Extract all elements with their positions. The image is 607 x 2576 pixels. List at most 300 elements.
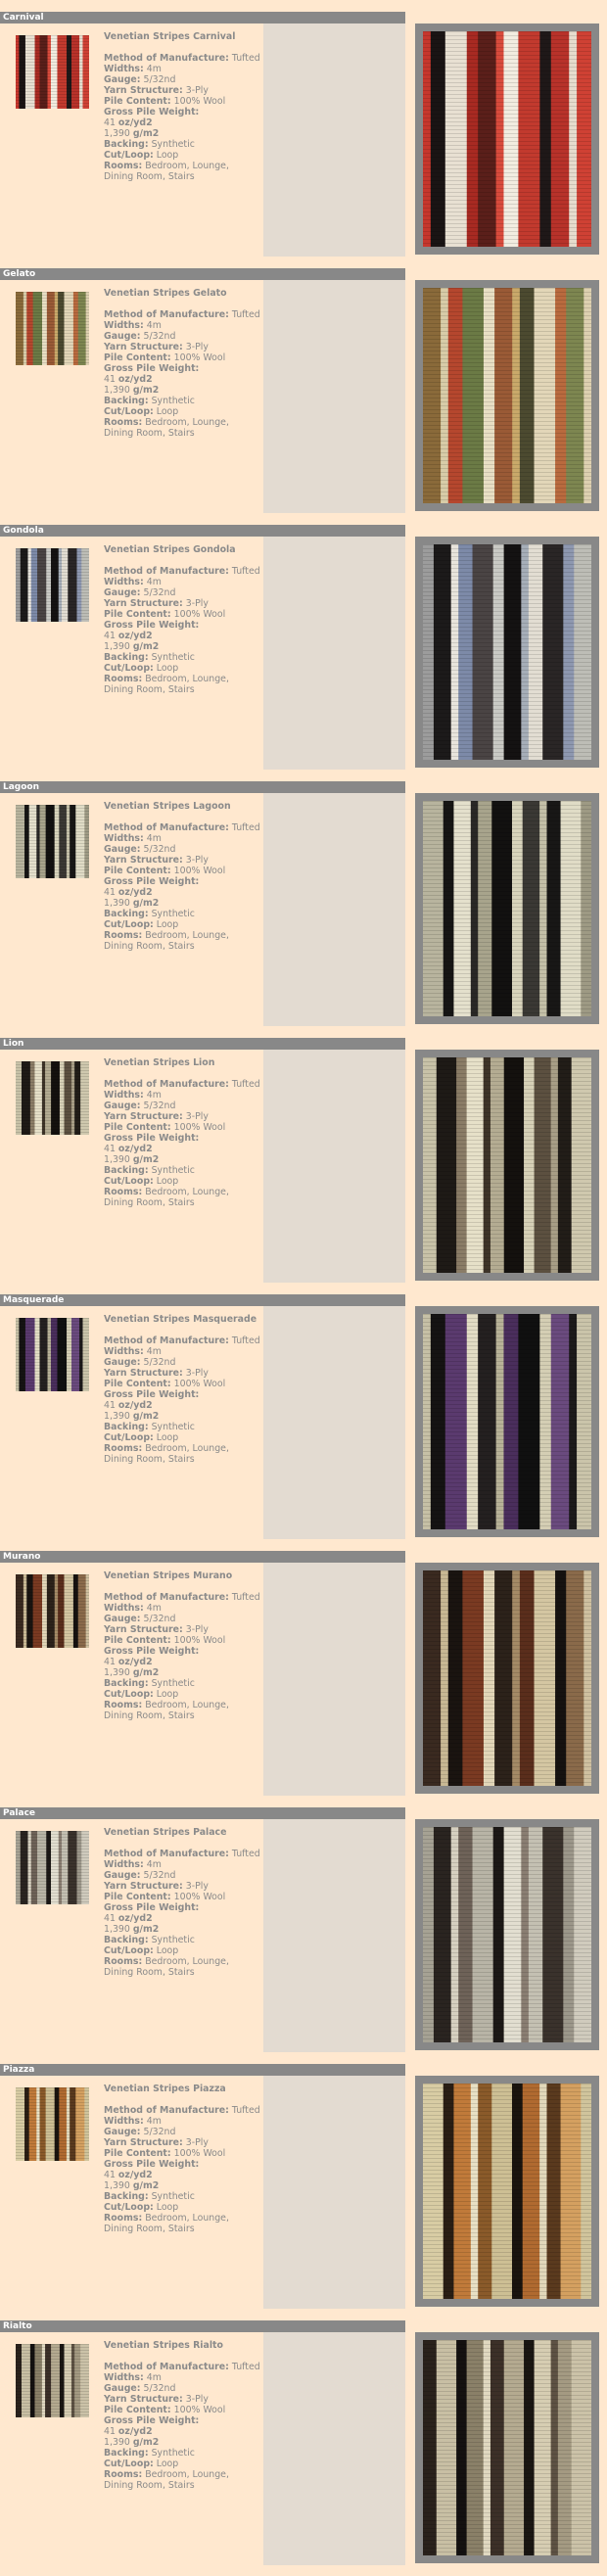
carpet-texture-line [423,981,591,982]
carpet-texture-line [423,544,591,545]
carpet-texture-line [423,2360,591,2361]
cutloop-label: Cut/Loop: [104,150,154,161]
pile-row [104,1635,260,1646]
carpet-texture-line [16,1860,89,1861]
weight-oz-unit: oz/yd2 [117,1144,153,1154]
carpet-thumbnail[interactable] [16,2087,89,2161]
carpet-texture-line [423,1345,591,1346]
carpet-texture-line [16,1129,89,1130]
carpet-texture-line [423,2027,591,2028]
yarn-value: 3-Ply [185,1111,209,1122]
carpet-large-image[interactable] [423,1314,591,1529]
carpet-texture-line [16,1064,89,1065]
carpet-texture-line [423,685,591,686]
pile-label: Pile Content: [104,1892,171,1902]
carpet-texture-line [16,1639,89,1640]
carpet-texture-line [423,2461,591,2462]
carpet-texture-line [423,1486,591,1487]
product-header: Piazza [0,2064,405,2076]
carpet-thumbnail[interactable] [16,35,89,109]
carpet-texture-line [423,1206,591,1207]
carpet-texture-line [16,1875,89,1876]
carpet-large-image[interactable] [423,2084,591,2299]
carpet-texture-line [16,1837,89,1838]
carpet-texture-line [16,1840,89,1841]
cutloop-row [104,919,260,930]
carpet-texture-line [423,2375,591,2376]
backing-label: Backing: [104,2448,149,2459]
method-value: Tufted [231,1079,260,1090]
rooms-row [104,674,260,695]
carpet-texture-line [423,1104,591,1105]
carpet-texture-line [423,1878,591,1879]
carpet-texture-line [16,2120,89,2121]
carpet-texture-line [16,808,89,809]
gauge-label: Gauge: [104,74,141,85]
gauge-row [104,2383,260,2394]
carpet-thumbnail[interactable] [16,2344,89,2417]
pile-row [104,866,260,876]
yarn-value: 3-Ply [185,2137,209,2148]
weight-label: Gross Pile Weight: [104,2159,200,2170]
carpet-texture-line [16,1642,89,1643]
carpet-large-frame [415,2076,599,2307]
carpet-texture-line [423,1431,591,1432]
carpet-texture-line [423,1490,591,1491]
carpet-texture-line [16,855,89,856]
pile-value: 100% Wool [173,96,226,107]
cutloop-row [104,1945,260,1956]
widths-row [104,577,260,587]
carpet-texture-line [423,871,591,872]
carpet-texture-line [16,1898,89,1899]
carpet-texture-line [423,1894,591,1895]
carpet-texture-line [16,1067,89,1068]
carpet-texture-line [16,2373,89,2374]
carpet-texture-line [423,2095,591,2096]
carpet-large-image[interactable] [423,31,591,247]
carpet-texture-line [423,969,591,970]
carpet-texture-line [16,324,89,325]
carpet-texture-line [423,2528,591,2529]
carpet-texture-line [423,611,591,612]
carpet-texture-line [16,825,89,826]
carpet-texture-line [16,1318,89,1319]
widths-row [104,320,260,331]
yarn-label: Yarn Structure: [104,1111,183,1122]
carpet-thumbnail[interactable] [16,1574,89,1648]
carpet-texture-line [423,867,591,868]
carpet-texture-line [16,59,89,60]
carpet-thumbnail[interactable] [16,292,89,365]
weight-g-unit: g/m2 [132,128,160,139]
backing-row [104,396,260,406]
carpet-large-image[interactable] [423,1827,591,2042]
weight-g-unit: g/m2 [132,2180,160,2191]
carpet-texture-line [423,1870,591,1871]
carpet-texture-line [423,184,591,185]
carpet-texture-line [423,366,591,367]
carpet-texture-line [423,864,591,865]
carpet-texture-line [423,145,591,146]
carpet-texture-line [423,1124,591,1125]
carpet-texture-line [423,2465,591,2466]
carpet-texture-line [423,2023,591,2024]
carpet-texture-line [423,564,591,565]
carpet-texture-line [16,76,89,77]
yarn-row [104,342,260,352]
carpet-texture-line [423,2407,591,2408]
gauge-label: Gauge: [104,1357,141,1368]
carpet-texture-line [423,129,591,130]
carpet-large-image[interactable] [423,1570,591,1786]
carpet-texture-line [423,1069,591,1070]
carpet-texture-line [16,2149,89,2150]
weight-oz-value: 41 [104,1913,116,1924]
carpet-texture-line [423,1416,591,1417]
carpet-texture-line [16,805,89,806]
carpet-texture-line [423,2209,591,2210]
carpet-texture-line [423,1261,591,1262]
carpet-texture-line [16,1618,89,1619]
carpet-texture-line [423,2275,591,2276]
carpet-texture-line [16,814,89,815]
carpet-texture-line [423,1506,591,1507]
yarn-value: 3-Ply [185,1368,209,1379]
carpet-texture-line [423,1502,591,1503]
carpet-texture-line [423,1073,591,1074]
carpet-texture-line [423,2395,591,2396]
carpet-texture-line [423,2383,591,2384]
rooms-row [104,1187,260,1208]
product-header: Palace [0,1807,405,1819]
carpet-texture-line [16,1111,89,1112]
carpet-texture-line [423,1257,591,1258]
carpet-texture-line [16,1872,89,1873]
weight-g-value: 1,390 [104,385,130,396]
pile-row [104,2148,260,2159]
carpet-texture-line [16,38,89,39]
carpet-texture-line [16,2105,89,2106]
carpet-texture-line [423,1594,591,1595]
carpet-texture-line [423,1392,591,1393]
carpet-texture-line [423,954,591,955]
carpet-texture-line [423,1478,591,1479]
carpet-texture-line [423,2418,591,2419]
carpet-texture-line [423,1692,591,1693]
carpet-texture-line [423,354,591,355]
carpet-texture-line [16,592,89,593]
carpet-texture-line [423,1664,591,1665]
weight-g-value: 1,390 [104,898,130,909]
carpet-texture-line [423,1155,591,1156]
carpet-texture-line [16,1085,89,1086]
carpet-texture-line [423,1743,591,1744]
carpet-texture-line [423,149,591,150]
carpet-texture-line [423,2158,591,2159]
carpet-thumbnail[interactable] [16,548,89,622]
carpet-large-image[interactable] [423,1057,591,1273]
carpet-texture-line [423,997,591,998]
carpet-texture-line [423,1980,591,1981]
carpet-texture-line [16,359,89,360]
method-label: Method of Manufacture: [104,53,229,64]
method-row [104,2105,260,2116]
carpet-texture-line [16,1321,89,1322]
carpet-texture-line [423,1151,591,1152]
carpet-texture-line [423,211,591,212]
carpet-texture-line [16,1592,89,1593]
carpet-texture-line [423,2497,591,2498]
carpet-texture-line [16,2406,89,2407]
carpet-texture-line [423,227,591,228]
product-row [0,0,607,257]
carpet-texture-line [16,56,89,57]
gauge-row [104,2127,260,2137]
carpet-texture-line [16,295,89,296]
divider-column [263,2076,405,2309]
carpet-texture-line [423,1586,591,1587]
widths-value: 4m [146,1346,162,1357]
method-label: Method of Manufacture: [104,2362,229,2372]
carpet-texture-line [423,1525,591,1526]
gauge-value: 5/32nd [143,1870,176,1881]
widths-value: 4m [146,577,162,587]
rooms-value: Bedroom, Lounge, Dining Room, Stairs [104,1956,229,1978]
carpet-texture-line [423,1843,591,1844]
product-row [0,2309,607,2565]
widths-value: 4m [146,64,162,74]
carpet-texture-line [423,456,591,457]
carpet-texture-line [16,586,89,587]
cutloop-label: Cut/Loop: [104,2459,154,2469]
carpet-texture-line [16,1834,89,1835]
carpet-thumbnail[interactable] [16,1061,89,1135]
carpet-texture-line [16,94,89,95]
carpet-texture-line [16,846,89,847]
carpet-large-image[interactable] [423,801,591,1016]
carpet-texture-line [423,693,591,694]
yarn-value: 3-Ply [185,1881,209,1892]
carpet-texture-line [423,556,591,557]
carpet-texture-line [423,2007,591,2008]
weight-g-unit: g/m2 [132,898,160,909]
carpet-texture-line [16,1621,89,1622]
gauge-row [104,587,260,598]
carpet-texture-line [423,2170,591,2171]
carpet-texture-line [423,591,591,592]
yarn-row [104,1881,260,1892]
widths-value: 4m [146,1090,162,1101]
cutloop-row [104,663,260,674]
carpet-large-image[interactable] [423,544,591,760]
rooms-row [104,1956,260,1978]
carpet-thumbnail[interactable] [16,805,89,878]
weight-label: Gross Pile Weight: [104,876,200,887]
carpet-texture-line [16,572,89,573]
carpet-texture-line [16,1630,89,1631]
carpet-texture-line [16,2108,89,2109]
carpet-texture-line [423,499,591,500]
weight-oz-value: 41 [104,117,116,128]
carpet-texture-line [16,1854,89,1855]
carpet-stripes-svg [423,1570,591,1786]
carpet-texture-line [16,1636,89,1637]
carpet-texture-line [423,2217,591,2218]
carpet-large-image[interactable] [423,2340,591,2555]
carpet-texture-line [423,817,591,818]
carpet-thumbnail[interactable] [16,1318,89,1391]
method-row [104,1079,260,1090]
yarn-label: Yarn Structure: [104,342,183,352]
carpet-texture-line [423,121,591,122]
weight-row [104,1389,260,1400]
carpet-texture-line [423,1606,591,1607]
carpet-texture-line [423,728,591,729]
yarn-row [104,2394,260,2405]
carpet-texture-line [423,2344,591,2345]
widths-label: Widths: [104,833,144,844]
carpet-texture-line [423,856,591,857]
pile-value: 100% Wool [173,1635,226,1646]
carpet-texture-line [423,631,591,632]
carpet-texture-line [423,296,591,297]
carpet-texture-line [423,70,591,71]
carpet-texture-line [423,480,591,481]
carpet-texture-line [423,172,591,173]
carpet-texture-line [423,658,591,659]
carpet-texture-line [16,1374,89,1375]
carpet-texture-line [423,468,591,469]
carpet-texture-line [16,1843,89,1844]
weight-oz [104,887,260,898]
carpet-texture-line [16,1120,89,1121]
carpet-texture-line [423,989,591,990]
gauge-value: 5/32nd [143,1357,176,1368]
carpet-texture-line [423,1420,591,1421]
carpet-texture-line [423,390,591,391]
carpet-texture-line [423,2244,591,2245]
carpet-texture-line [423,433,591,434]
backing-value: Synthetic [151,1678,195,1689]
carpet-texture-line [423,2403,591,2404]
carpet-texture-line [423,2003,591,2004]
carpet-texture-line [423,2134,591,2135]
product-header: Murano [0,1551,405,1563]
carpet-stripes-svg [16,35,89,109]
carpet-texture-line [423,441,591,442]
carpet-texture-line [423,117,591,118]
cutloop-row [104,1176,260,1187]
pile-row [104,1892,260,1902]
carpet-texture-line [423,1163,591,1164]
carpet-texture-line [16,610,89,611]
carpet-texture-line [16,831,89,832]
carpet-texture-line [423,437,591,438]
yarn-row [104,2137,260,2148]
carpet-texture-line [423,2485,591,2486]
carpet-texture-line [423,90,591,91]
carpet-texture-line [16,298,89,299]
carpet-texture-line [16,1362,89,1363]
carpet-texture-line [16,2155,89,2156]
carpet-texture-line [16,1327,89,1328]
carpet-texture-line [423,1680,591,1681]
method-label: Method of Manufacture: [104,1079,229,1090]
carpet-texture-line [16,828,89,829]
carpet-stripes-svg [423,1314,591,1529]
carpet-texture-line [16,1082,89,1083]
gauge-row [104,1614,260,1624]
carpet-texture-line [423,907,591,908]
carpet-texture-line [16,1624,89,1625]
carpet-texture-line [423,993,591,994]
carpet-texture-line [16,837,89,838]
widths-row [104,1603,260,1614]
carpet-texture-line [16,817,89,818]
cutloop-value: Loop [156,406,179,417]
carpet-texture-line [423,137,591,138]
carpet-texture-line [423,852,591,853]
product-header: Rialto [0,2320,405,2332]
product-header: Gondola [0,525,405,537]
carpet-stripes-svg [16,2344,89,2417]
gauge-label: Gauge: [104,1614,141,1624]
carpet-large-image[interactable] [423,288,591,503]
cutloop-label: Cut/Loop: [104,663,154,674]
carpet-texture-line [423,2011,591,2012]
gauge-value: 5/32nd [143,2127,176,2137]
carpet-texture-line [423,2232,591,2233]
carpet-texture-line [423,985,591,986]
carpet-texture-line [16,1878,89,1879]
weight-g-value: 1,390 [104,2180,130,2191]
method-value: Tufted [231,53,260,64]
backing-value: Synthetic [151,2191,195,2202]
carpet-texture-line [16,2093,89,2094]
cutloop-value: Loop [156,2459,179,2469]
carpet-texture-line [423,1175,591,1176]
carpet-texture-line [16,2102,89,2103]
carpet-texture-line [423,1467,591,1468]
carpet-texture-line [423,2115,591,2116]
carpet-texture-line [423,1498,591,1499]
carpet-texture-line [16,1094,89,1095]
carpet-texture-line [16,2409,89,2410]
carpet-texture-line [423,1941,591,1942]
carpet-texture-line [16,353,89,354]
divider-column [263,280,405,513]
carpet-texture-line [423,1901,591,1902]
carpet-texture-line [423,488,591,489]
carpet-thumbnail[interactable] [16,1831,89,1904]
carpet-texture-line [423,1314,591,1315]
carpet-texture-line [423,374,591,375]
carpet-texture-line [423,2532,591,2533]
pile-value: 100% Wool [173,1379,226,1389]
carpet-texture-line [423,311,591,312]
carpet-texture-line [423,1944,591,1945]
carpet-texture-line [423,2458,591,2459]
carpet-texture-line [423,832,591,833]
carpet-texture-line [423,2201,591,2202]
carpet-texture-line [16,2099,89,2100]
carpet-stripes-svg [423,288,591,503]
carpet-texture-line [423,2205,591,2206]
carpet-texture-line [423,331,591,332]
carpet-stripes-svg [423,544,591,760]
carpet-texture-line [423,1241,591,1242]
